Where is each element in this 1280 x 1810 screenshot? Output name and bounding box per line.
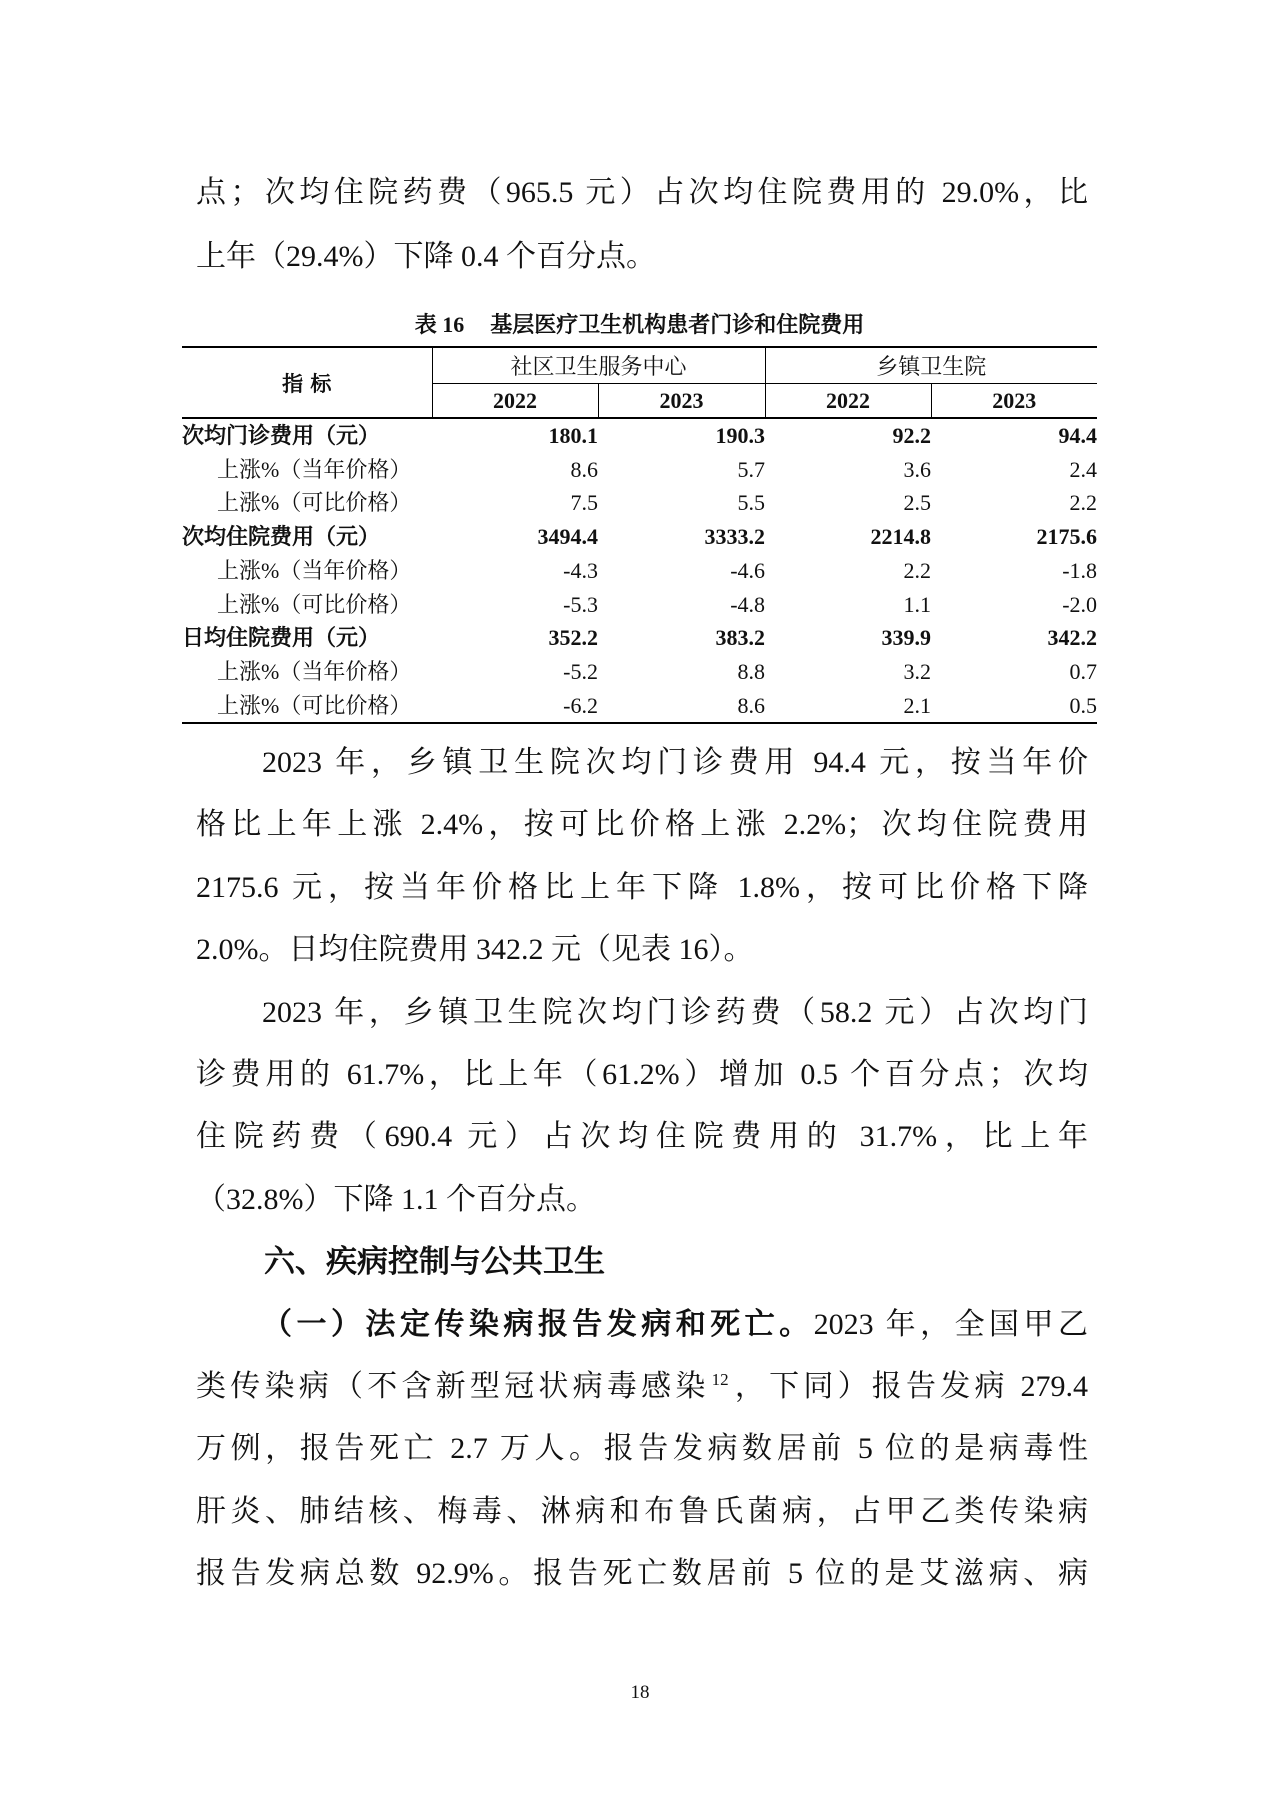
table-cell: 0.5 [931, 689, 1097, 724]
row-label: 上涨%（可比价格） [217, 591, 412, 617]
table-cell: 7.5 [570, 490, 598, 516]
table-cell: 342.2 [1047, 625, 1098, 651]
table-cell: 2214.8 [870, 524, 932, 550]
table-cell: 2175.6 [1036, 524, 1098, 550]
table-cell: 92.2 [892, 423, 932, 448]
footnote-ref: 12 [711, 1369, 729, 1389]
table-cell: 3.2 [903, 658, 932, 684]
table-cell: 94.4 [1058, 423, 1098, 448]
cost-table [182, 346, 1097, 724]
table-cell: 352.2 [548, 625, 598, 651]
line-text: 2023 年，全国甲乙 [813, 1307, 1089, 1341]
table-row [182, 418, 1097, 453]
table-cell: -6.2 [432, 689, 598, 724]
table-cell: 8.6 [598, 689, 765, 724]
table-cell: 0.7 [1069, 658, 1098, 684]
paragraph-line [196, 1294, 1088, 1356]
body-text [196, 732, 1088, 1605]
table-row [182, 621, 1097, 655]
paragraph-line: 肝炎、肺结核、梅毒、淋病和布鲁氏菌病，占甲乙类传染病 [196, 1494, 1088, 1528]
table-cell: 3333.2 [704, 524, 766, 550]
table-row [182, 655, 1097, 689]
year-header: 2022 [765, 384, 931, 419]
row-label: 上涨%（当年价格） [217, 456, 412, 482]
table-row [182, 453, 1097, 487]
table-cell: -4.3 [563, 557, 598, 583]
paragraph-line: 2.0%。日均住院费用 342.2 元（见表 16）。 [196, 933, 754, 967]
table-cell: 3494.4 [537, 524, 598, 550]
table-cell: 339.9 [881, 625, 932, 651]
table-cell: 2.2 [1069, 490, 1098, 516]
paragraph-township-drugs [196, 982, 1088, 1232]
table-cell: -4.8 [730, 591, 766, 617]
paragraph-line: 上年（29.4%）下降 0.4 个百分点。 [196, 240, 656, 273]
row-label: 次均住院费用（元） [182, 524, 381, 550]
table-title [182, 311, 1097, 339]
paragraph-line: 住院药费（690.4 元）占次均住院费用的 31.7%，比上年 [196, 1120, 1088, 1154]
table-cell: -5.2 [563, 658, 598, 684]
table-cell: 383.2 [715, 625, 766, 651]
row-label: 日均住院费用（元） [182, 625, 381, 651]
paragraph-line: （32.8%）下降 1.1 个百分点。 [196, 1182, 596, 1216]
table-cell: -5.3 [563, 591, 598, 617]
paragraph-infectious-disease [196, 1294, 1088, 1606]
table-cell: 1.1 [903, 591, 932, 617]
table-cell: 5.5 [737, 490, 766, 516]
table-caption: 基层医疗卫生机构患者门诊和住院费用 [490, 313, 865, 338]
table-cell: 3.6 [903, 456, 932, 482]
table-cell: 2.2 [903, 557, 932, 583]
paragraph-line: 格比上年上涨 2.4%，按可比价格上涨 2.2%；次均住院费用 [196, 808, 1088, 842]
continuation-paragraph [196, 161, 1088, 289]
paragraph-line [196, 1356, 1088, 1418]
group-header-community: 社区卫生服务中心 [432, 347, 765, 384]
table-cell: 190.3 [715, 423, 766, 448]
group-header-township: 乡镇卫生院 [765, 347, 1097, 384]
table-cell: 2.5 [903, 490, 932, 516]
paragraph-line: 2023 年，乡镇卫生院次均门诊费用 94.4 元，按当年价 [262, 746, 1088, 779]
paragraph-line: 点；次均住院药费（965.5 元）占次均住院费用的 29.0%，比 [196, 176, 1088, 209]
paragraph-line: 诊费用的 61.7%，比上年（61.2%）增加 0.5 个百分点；次均 [196, 1057, 1088, 1091]
section-heading: 六、疾病控制与公共卫生 [264, 1244, 605, 1281]
row-label: 上涨%（可比价格） [182, 689, 432, 724]
table-row [182, 689, 1097, 724]
table-header-row [182, 347, 1097, 384]
paragraph-line: 报告发病总数 92.9%。报告死亡数居前 5 位的是艾滋病、病 [196, 1557, 1088, 1591]
line-text: ，下同）报告发病 279.4 [730, 1369, 1089, 1403]
table-row [182, 520, 1097, 554]
table-cell: -4.6 [730, 557, 766, 583]
paragraph-line: 2023 年，乡镇卫生院次均门诊药费（58.2 元）占次均门 [262, 995, 1088, 1029]
paragraph-line: 2175.6 元，按当年价格比上年下降 1.8%，按可比价格下降 [196, 870, 1088, 904]
year-header: 2023 [598, 384, 765, 419]
row-label: 上涨%（当年价格） [217, 557, 412, 583]
indicator-header: 指 标 [182, 347, 432, 418]
table-cell: -2.0 [1062, 591, 1098, 617]
year-header: 2023 [931, 384, 1097, 419]
year-header: 2022 [432, 384, 598, 419]
table-cell: 2.4 [1069, 456, 1098, 482]
paragraph-township-costs [196, 732, 1088, 982]
table-cell: 5.7 [737, 456, 766, 482]
table-row [182, 588, 1097, 622]
row-label: 次均门诊费用（元） [182, 423, 381, 448]
table-cell: 180.1 [548, 423, 598, 448]
row-label: 上涨%（可比价格） [217, 490, 412, 516]
row-label: 上涨%（当年价格） [217, 658, 412, 684]
subheading: （一）法定传染病报告发病和死亡。 [262, 1307, 814, 1341]
table-cell: 2.1 [765, 689, 931, 724]
page-number: 18 [630, 1682, 650, 1703]
table-cell: 8.6 [570, 456, 598, 482]
table-number: 表 16 [414, 312, 465, 337]
table-row [182, 486, 1097, 520]
table-cell: -1.8 [1062, 557, 1098, 583]
line-text: 类传染病（不含新型冠状病毒感染 [196, 1369, 710, 1403]
table-row [182, 554, 1097, 588]
paragraph-line: 万例，报告死亡 2.7 万人。报告发病数居前 5 位的是病毒性 [196, 1432, 1088, 1466]
table-cell: 8.8 [737, 658, 766, 684]
